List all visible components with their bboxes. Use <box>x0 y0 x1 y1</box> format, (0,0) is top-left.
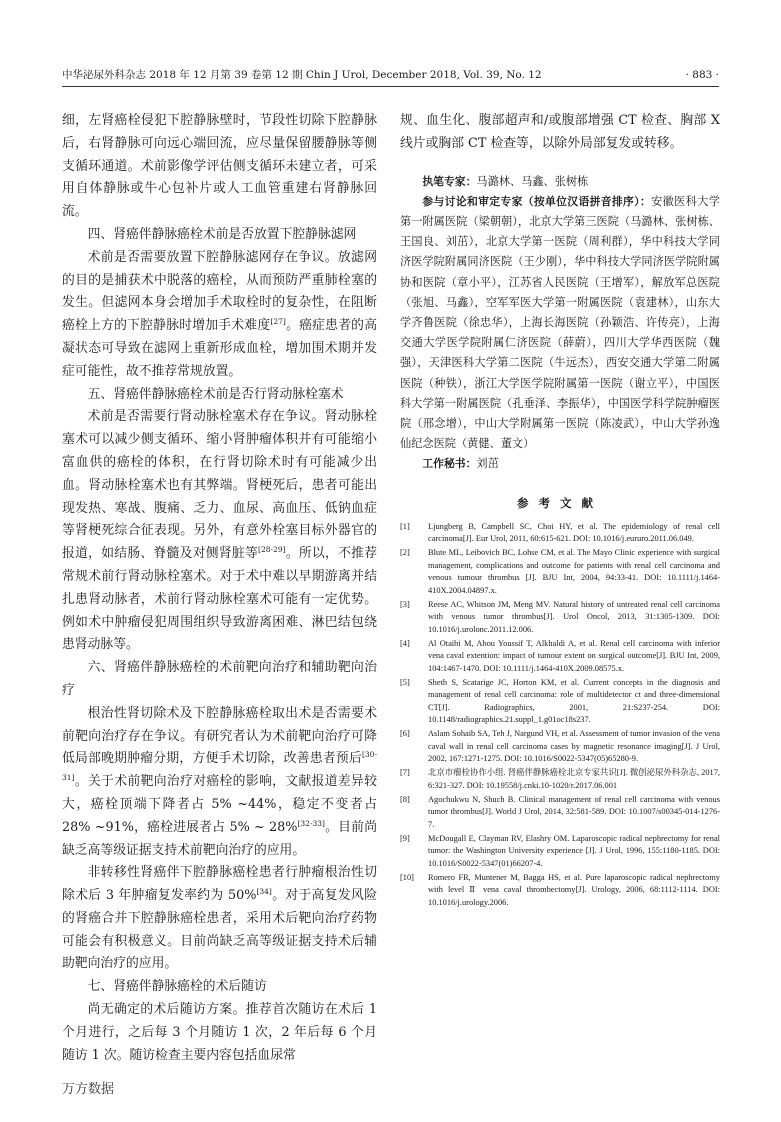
references-heading: 参考文献 <box>517 495 603 510</box>
left-column <box>62 110 377 1067</box>
paragraph-followup-continued: 规、血生化、腹部超声和/或腹部增强 CT 检查、胸部 X 线片或胸部 CT 检查等，以除外局部复发或转移。 <box>400 113 720 151</box>
reference-item: [3] Reese AC, Whitson JM, Meng MV. Natural history of untreated renal cell carcinoma with venous tumor thrombus[J]. Urol Oncol, 2013, 31:1305-1309. DOI: 10.1016/j.urolonc.2011.12.006. <box>400 599 720 634</box>
work-secretary: 工作秘书：刘茁 <box>422 457 499 471</box>
reference-item: [8] Agochukwu N, Shuch B. Clinical management of renal cell carcinoma with venous tumor thrombus[J]. World J Urol, 2014, 32:581-589. DOI: 10.1007/s00345-014-1276-7. <box>400 794 720 829</box>
reference-item: [5] Sheth S, Scatarige JC, Horton KM, et al. Current concepts in the diagnosis and management of renal cell carcinoma: role of multidetector ct and three-dimensional CT[J]. Radiographics, 2001, 21:S237-254. DOI: 10.1148/radiographics.21.suppl_1.g01oc18s237. <box>400 677 720 725</box>
reference-item: [4] Al Otaibi M, Abou Youssif T, Alkhaldi A, et al. Renal cell carcinoma with inferior vena caval extention: impact of tumour extent on surgical outcome[J]. BJU Int, 2009, 104:1467-1470. DOI: 10.1111/j.1464-410X.2009.08575.x. <box>400 638 720 673</box>
reference-item: [9] McDougall E, Clayman RV, Elashry OM. Laparoscopic radical nephrectomy for renal tumor: the Washington University experience [J]. J Urol, 1996, 155:1180-1185. DOI: 10.1016/S0022-5347(01)66207-4. <box>400 833 720 868</box>
section-heading-5: 五、肾癌伴静脉癌栓术前是否行肾动脉栓塞术 <box>87 386 344 402</box>
paragraph-adjuvant: 非转移性肾癌伴下腔静脉癌栓患者行肿瘤根治性切除术后 3 年肿瘤复发率约为 50%[34]。对于高复发风险的肾癌合并下腔静脉癌栓患者，采用术后靶向治疗药物可能会有积极意义。目前尚缺乏高等级证据支持术后辅助靶向治疗的应用。 <box>62 865 378 972</box>
right-column <box>400 110 720 911</box>
reference-item: [7] 北京市瘤栓协作小组. 肾癌伴静脉癌栓北京专家共识[J]. 微创泌尿外科杂志, 2017, 6:321-327. DOI: 10.19558/j.cnki.10-1020/r.2017.06.001 <box>400 768 720 790</box>
reference-item: [10] Romero FR, Muntener M, Bagga HS, et al. Pure laparoscopic radical nephrectomy with level Ⅱ vena caval thrombectomy[J]. Urology, 2006, 68:1112-1114. DOI: 10.1016/j.urology.2006. <box>400 872 720 907</box>
page-number: · 883 · <box>685 69 719 81</box>
citation: [34] <box>256 887 272 897</box>
paragraph-collateral: 细，左肾癌栓侵犯下腔静脉壁时，节段性切除下腔静脉后，右肾静脉可向远心端回流，应尽量保留腰静脉等侧支循环通道。术前影像学评估侧支循环未建立者，可采用自体静脉或牛心包补片或人工血管重建右肾静脉回流。 <box>62 113 377 220</box>
citation: [32-33] <box>297 818 325 828</box>
reference-item: [2] Blute ML, Leibovich BC, Lohse CM, et al. The Mayo Clinic experience with surgical management, complications and outcome for patients with renal cell carcinoma and venous tumour thrombus [J]. BJU Int, 2004, 94:33-41. DOI: 10.1111/j.1464-410X.2004.04897.x. <box>400 548 720 595</box>
paragraph-followup: 尚无确定的术后随访方案。推荐首次随访在术后 1 个月进行，之后每 3 个月随访 1 次，2 年后每 6 个月随访 1 次。随访检查主要内容包括血尿常 <box>62 1002 377 1063</box>
review-experts: 参与讨论和审定专家（按单位汉语拼音排序）：安徽医科大学第一附属医院（梁朝朝），北京大学第三医院（马潞林、张树栋、王国良、刘茁），北京大学第一医院（周利群），华中科技大学同济医学院附属同济医院（王少刚），华中科技大学同济医学院附属协和医院（章小平），江苏省人民医院（王增军），解放军总医院（张旭、马鑫），空军军医大学第一附属医院（袁建林），山东大学齐鲁医院（徐忠华），上海长海医院（孙颖浩、许传亮），上海交通大学医学院附属仁济医院（薛蔚），四川大学华西医院（魏强），天津医科大学第二医院（牛远杰），西安交通大学第二附属医院（种铁），浙江大学医学院附属第一医院（谢立平），中国医科大学第一附属医院（孔垂泽、李振华），中国医学科学院肿瘤医院（邢念增），中山大学附属第一医院（陈凌武），中山大学孙逸仙纪念医院（黄健、董文） <box>400 194 720 451</box>
paragraph-neoadjuvant: 根治性肾切除术及下腔静脉癌栓取出术是否需要术前靶向治疗存在争议。有研究者认为术前靶向治疗可降低局部晚期肿瘤分期，方便手术切除，改善患者预后[30-31]。关于术前靶向治疗对癌栓的影响，文献报道差异较大，癌栓顶端下降者占 5% ~44%，稳定不变者占 28% ~91%，癌栓进展者占 5% ~ 28%[32-33]。目前尚缺乏高等级证据支持术前靶向治疗的应用。 <box>62 705 377 858</box>
paragraph-filter: 术前是否需要放置下腔静脉滤网存在争议。放滤网的目的是捕获术中脱落的癌栓，从而预防严重肺栓塞的发生。但滤网本身会增加手术取栓时的复杂性，在阻断癌栓上方的下腔静脉时增加手术难度[27]。癌症患者的高凝状态可导致在滤网上重新形成血栓，增加围术期并发症可能性，故不推荐常规放置。 <box>62 249 378 379</box>
reference-item: [1] Ljungberg B, Campbell SC, Choi HY, et al. The epidemiology of renal cell carcinoma[J]. Eur Urol, 2011, 60:615-621. DOI: 10.1016/j.eururo.2011.06.049. <box>400 521 720 544</box>
running-header <box>62 64 719 87</box>
paragraph-embolization: 术前是否需要行肾动脉栓塞术存在争议。肾动脉栓塞术可以减少侧支循环、缩小肾肿瘤体积并有可能缩小富血供的癌栓的体积，在行肾切除术时有可能减少出血。肾动脉栓塞术也有其弊端。肾梗死后，患者可能出现发热、寒战、腹痛、乏力、血尿、高血压、低钠血症等肾梗死综合征表现。另外，有意外栓塞目标外器官的报道，如结肠、脊髓及对侧肾脏等[28-29]。所以，不推荐常规术前行肾动脉栓塞术。对于术中难以早期游离并结扎患肾动脉者，术前行肾动脉栓塞术可能有一定优势。例如术中肿瘤侵犯周围组织导致游离困难、淋巴结包绕患肾动脉等。 <box>62 409 378 653</box>
journal-citation: 中华泌尿外科杂志 2018 年 12 月第 39 卷第 12 期 Chin J Urol, December 2018, Vol. 39, No. 12 <box>62 69 542 81</box>
section-heading-6: 六、肾癌伴静脉癌栓的术前靶向治疗和辅助靶向治疗 <box>62 660 377 698</box>
expert-block <box>400 172 720 475</box>
citation: [30-31] <box>62 750 377 783</box>
watermark: 万方数据 <box>62 1082 115 1097</box>
section-heading-4: 四、肾癌伴静脉癌栓术前是否放置下腔静脉滤网 <box>87 226 357 242</box>
reference-item: [6] Aslam Sohaib SA, Teh J, Nargund VH, et al. Assessment of tumor invasion of the vena caval wall in renal cell carcinoma cases by magnetic resonance imaging[J]. J Urol, 2002, 167:1271-1275. DOI: 10.1016/S0022-5347(05)65280-9. <box>400 729 720 764</box>
exec-experts: 执笔专家：马潞林、马鑫、张树栋 <box>422 174 589 188</box>
citation: [28-29] <box>258 545 286 555</box>
section-heading-7: 七、肾癌伴静脉癌栓的术后随访 <box>87 979 267 995</box>
reference-list <box>400 521 720 910</box>
citation: [27] <box>270 317 286 327</box>
